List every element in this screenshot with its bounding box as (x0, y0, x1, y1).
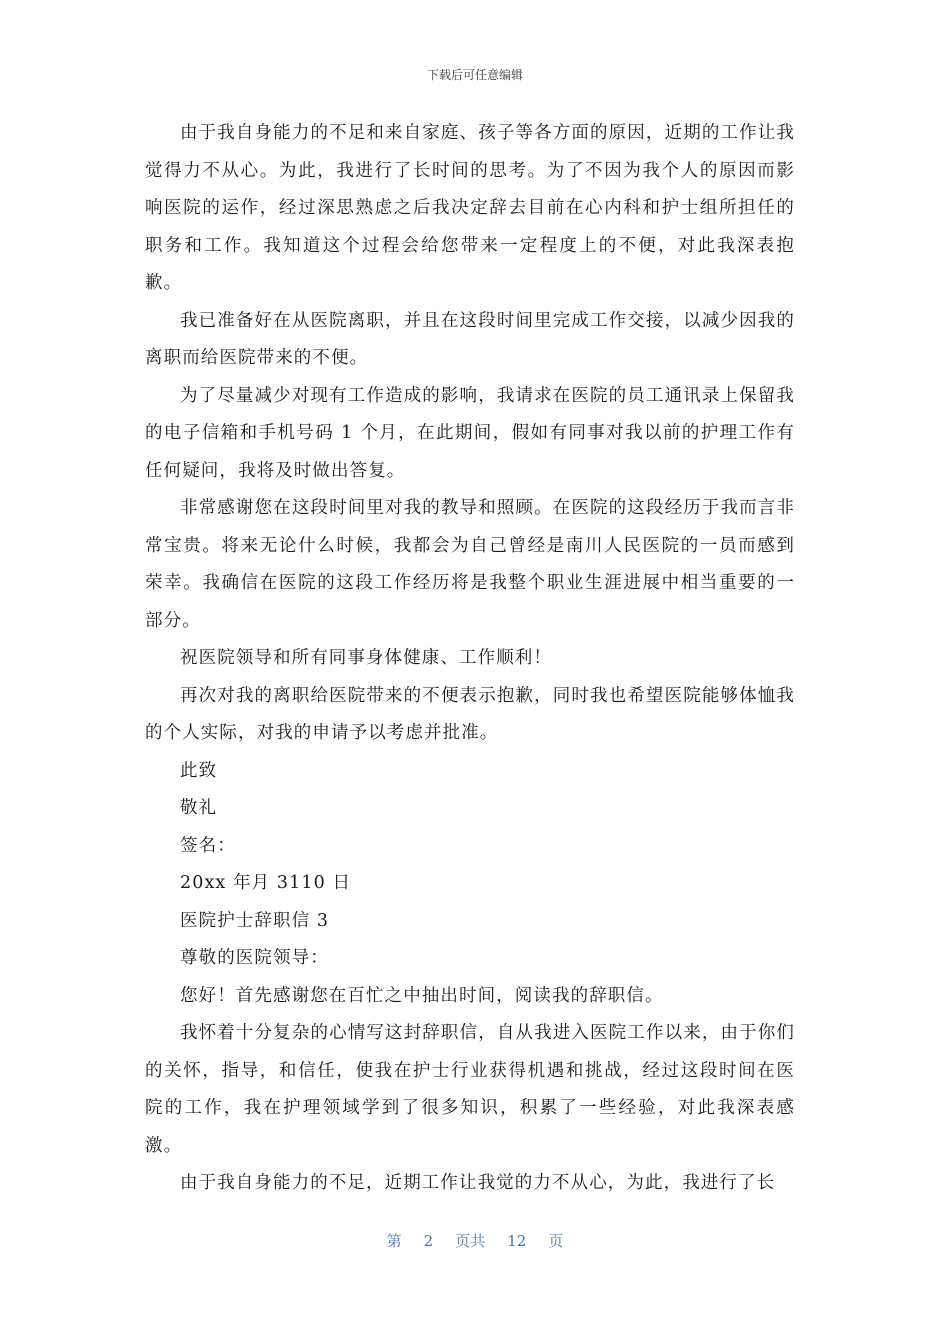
page-label-suffix: 页 (548, 1232, 564, 1250)
date-line: 20xx 年月 3110 日 (180, 873, 352, 893)
paragraph: 再次对我的离职给医院带来的不便表示抱歉，同时我也希望医院能够体恤我的个人实际，对我的申请予以考虑并批准。 (145, 685, 795, 743)
section-title: 医院护士辞职信 3 (180, 910, 330, 931)
closing-regards: 敬礼 (180, 798, 218, 818)
document-body (145, 115, 795, 1203)
page-number: 2 (423, 1232, 434, 1250)
letter-greeting: 尊敬的医院领导： (180, 948, 329, 968)
paragraph: 我已准备好在从医院离职，并且在这段时间里完成工作交接，以减少因我的离职而给医院带来的不便。 (145, 310, 795, 368)
paragraph: 祝医院领导和所有同事身体健康、工作顺利！ (180, 648, 552, 668)
page-footer (0, 1230, 950, 1251)
page-header: 下载后可任意编辑 (426, 68, 523, 82)
paragraph: 您好！首先感谢您在百忙之中抽出时间，阅读我的辞职信。 (180, 985, 664, 1006)
total-pages: 12 (507, 1232, 527, 1250)
paragraph: 由于我自身能力的不足，近期工作让我觉的力不从心，为此，我进行了长 (180, 1173, 776, 1193)
page-label-mid: 页共 (455, 1232, 486, 1250)
closing-salutation: 此致 (180, 760, 218, 781)
paragraph: 我怀着十分复杂的心情写这封辞职信，自从我进入医院工作以来，由于你们的关怀，指导，和信任，使我在护士行业获得机遇和挑战，经过这段时间在医院的工作，我在护理领域学到了很多知识，积累了一些经验，对此我深表感激。 (145, 1023, 795, 1156)
paragraph: 非常感谢您在这段时间里对我的教导和照顾。在医院的这段经历于我而言非常宝贵。将来无论什么时候，我都会为自己曾经是南川人民医院的一员而感到荣幸。我确信在医院的这段工作经历将是我整个职业生涯进展中相当重要的一部分。 (145, 498, 795, 631)
paragraph: 为了尽量减少对现有工作造成的影响，我请求在医院的员工通讯录上保留我的电子信箱和手机号码 1 个月，在此期间，假如有同事对我以前的护理工作有任何疑问，我将及时做出答复。 (145, 385, 795, 481)
paragraph: 由于我自身能力的不足和来自家庭、孩子等各方面的原因，近期的工作让我觉得力不从心。为此，我进行了长时间的思考。为了不因为我个人的原因而影响医院的运作，经过深思熟虑之后我决定辞去目前在心内科和护士组所担任的职务和工作。我知道这个过程会给您带来一定程度上的不便，对此我深表抱歉。 (145, 123, 795, 293)
page-label-prefix: 第 (386, 1232, 402, 1250)
signature-line: 签名： (180, 835, 236, 856)
